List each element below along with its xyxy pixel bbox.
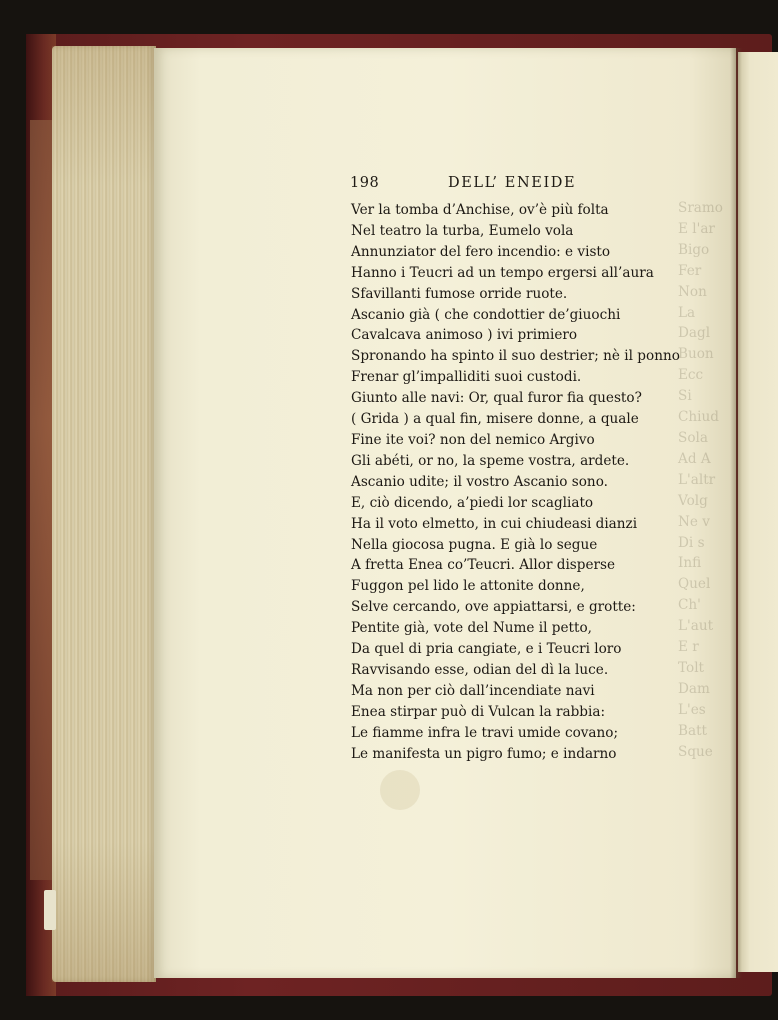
verse-line: Fuggon pel lido le attonite donne, — [351, 578, 585, 595]
verse-line: ( Grida ) a qual fin, misere donne, a quale — [351, 411, 639, 428]
verse-line: Nella giocosa pugna. E già lo segue — [351, 536, 598, 553]
running-head: DELL’ ENEIDE — [448, 175, 577, 191]
verse-line: Fine ite voi? non del nemico Argivo — [351, 431, 595, 448]
verse-line: Sfavillanti fumose orride ruote. — [351, 285, 568, 302]
paper-tab — [44, 890, 56, 930]
page-header — [350, 175, 580, 197]
page-gutter — [730, 48, 742, 978]
verse-line: Pentite già, vote del Nume il petto, — [351, 620, 592, 637]
paper-stain — [380, 770, 420, 810]
verse-line: Spronando ha spinto il suo destrier; nè il ponno — [351, 348, 680, 365]
verse-line: Ha il voto elmetto, in cui chiudeasi dianzi — [351, 515, 638, 532]
verse-line: Ma non per ciò dall’incendiate navi — [351, 682, 595, 699]
verse-line: Le manifesta un pigro fumo; e indarno — [351, 745, 617, 762]
verse-line: Ascanio già ( che condottier de’giuochi — [351, 306, 621, 323]
verse-line: Nel teatro la turba, Eumelo vola — [351, 222, 574, 239]
verse-block — [351, 200, 681, 764]
verse-line: Cavalcava animoso ) ivi primiero — [351, 327, 578, 344]
verse-line: Annunziator del fero incendio: e visto — [351, 243, 611, 260]
verse-line: Ascanio udite; il vostro Ascanio sono. — [351, 473, 608, 490]
verse-line: Le fiamme infra le travi umide covano; — [351, 724, 619, 741]
verse-line: Selve cercando, ove appiattarsi, e grotte: — [351, 599, 636, 616]
page-number: 198 — [350, 175, 380, 191]
verse-line: E, ciò dicendo, a’piedi lor scagliato — [351, 494, 594, 511]
verse-line: Hanno i Teucri ad un tempo ergersi all’aura — [351, 264, 654, 281]
cover-corner-leather — [30, 120, 54, 880]
verse-line: A fretta Enea co’Teucri. Allor disperse — [351, 557, 616, 574]
verse-line: Frenar gl’impalliditi suoi custodi. — [351, 369, 582, 386]
page-block-shading — [52, 46, 156, 982]
verse-line: Ravvisando esse, odian del dì la luce. — [351, 661, 609, 678]
verse-line: Gli abéti, or no, la speme vostra, ardete. — [351, 452, 630, 469]
facing-page-edge — [738, 52, 778, 972]
verse-line: Ver la tomba d’Anchise, ov’è più folta — [351, 202, 609, 218]
verse-line: Giunto alle navi: Or, qual furor fia questo? — [351, 390, 642, 407]
bleed-through-text: Sramo E l'ar Bigo Fer Non La Dagl Buon Ecc Si Chiud Sola Ad A L'altr Volg Ne v Di s Infi Quel Ch' L'aut E r Tolt Dam L'es Batt Sque — [678, 200, 723, 760]
verse-line: Enea stirpar può di Vulcan la rabbia: — [351, 703, 606, 720]
verse-line: Da quel di pria cangiate, e i Teucri loro — [351, 641, 622, 658]
